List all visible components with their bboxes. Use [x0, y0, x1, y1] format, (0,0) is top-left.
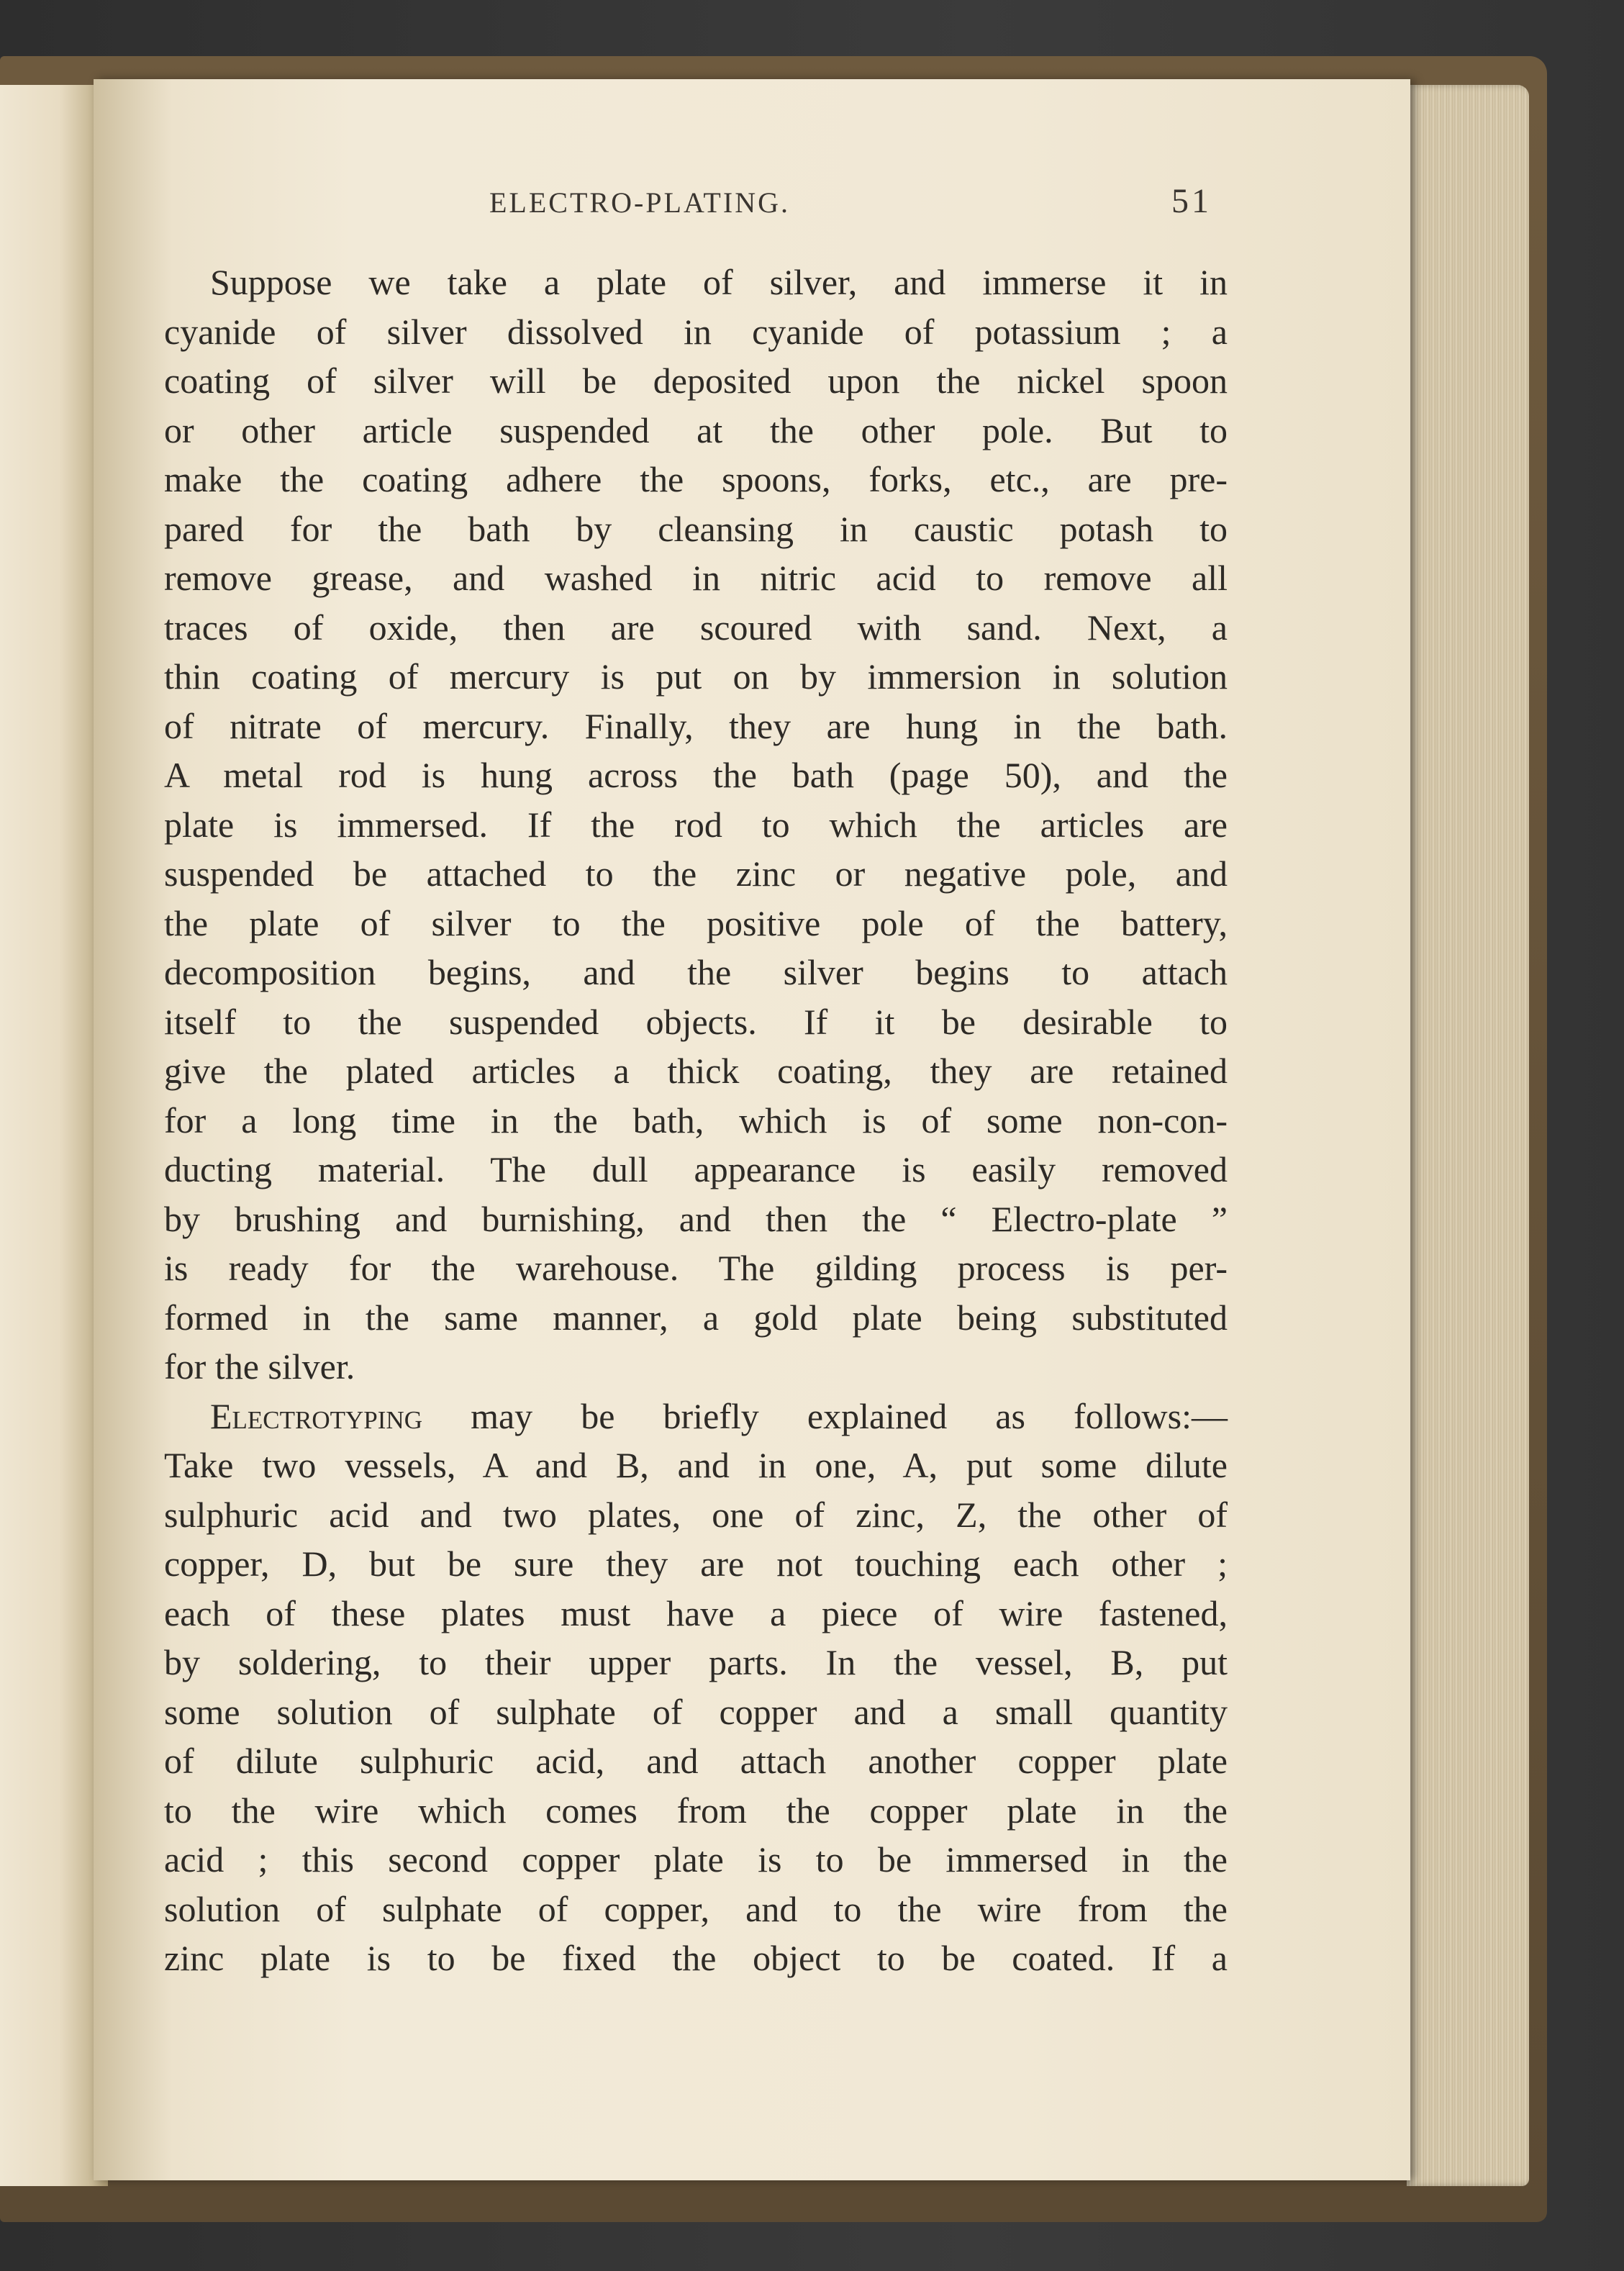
text-line: formed in the same manner, a gold plate being substituted [164, 1297, 1228, 1338]
paragraph [164, 258, 1228, 1392]
text-line: copper, D, but be sure they are not touching each other ; [164, 1544, 1228, 1584]
text-line: of dilute sulphuric acid, and attach another copper plate [164, 1741, 1228, 1781]
text-line: of nitrate of mercury. Finally, they are hung in the bath. [164, 705, 1228, 746]
text-line: A metal rod is hung across the bath (page 50), and the [164, 755, 1228, 795]
page-stack-edge [1407, 85, 1529, 2186]
text-line: traces of oxide, then are scoured with sand. Next, a [164, 607, 1228, 648]
text-line: plate is immersed. If the rod to which the articles are [164, 804, 1228, 845]
text-line: Take two vessels, A and B, and in one, A, put some dilute [164, 1445, 1228, 1485]
text-line: ducting material. The dull appearance is easily removed [164, 1149, 1228, 1189]
text-line: or other article suspended at the other pole. But to [164, 409, 1228, 450]
text-line: for the silver. [164, 1346, 355, 1387]
text-line: cyanide of silver dissolved in cyanide of potassium ; a [164, 311, 1228, 352]
text-line: acid ; this second copper plate is to be immersed in the [164, 1839, 1228, 1880]
text-line: solution of sulphate of copper, and to the wire from the [164, 1888, 1228, 1929]
text-line: Suppose we take a plate of silver, and immerse it in [210, 262, 1228, 302]
text-line: is ready for the warehouse. The gilding process is per- [164, 1248, 1228, 1288]
text-line: itself to the suspended objects. If it be desirable to [164, 1001, 1228, 1042]
text-line: decomposition begins, and the silver begins to attach [164, 952, 1228, 992]
text-line: zinc plate is to be fixed the object to be coated. If a [164, 1938, 1228, 1978]
running-title: ELECTRO-PLATING. [489, 186, 790, 219]
text-line: some solution of sulphate of copper and a small quantity [164, 1691, 1228, 1732]
text-line: by soldering, to their upper parts. In the vessel, B, put [164, 1642, 1228, 1682]
previous-page-edge [0, 85, 108, 2186]
paragraph [164, 1392, 1228, 1983]
text-line: by brushing and burnishing, and then the “ Electro-plate ” [164, 1198, 1228, 1239]
small-caps-lead: Electrotyping [210, 1395, 422, 1436]
text-line: sulphuric acid and two plates, one of zinc, Z, the other of [164, 1494, 1228, 1535]
running-head [0, 106, 1624, 220]
text-line: to the wire which comes from the copper plate in the [164, 1790, 1228, 1831]
body-text [164, 258, 1228, 1983]
text-line: the plate of silver to the positive pole of the battery, [164, 902, 1228, 943]
text-line-rest: may be briefly explained as follows:— [422, 1395, 1228, 1436]
text-line: thin coating of mercury is put on by immersion in solution [164, 656, 1228, 697]
text-line: each of these plates must have a piece of wire fastened, [164, 1592, 1228, 1633]
text-line: pared for the bath by cleansing in caustic potash to [164, 508, 1228, 549]
text-line: remove grease, and washed in nitric acid to remove all [164, 558, 1228, 598]
text-line: make the coating adhere the spoons, forks, etc., are pre- [164, 459, 1228, 499]
page-number: 51 [1171, 182, 1212, 220]
text-line: suspended be attached to the zinc or negative pole, and [164, 853, 1228, 894]
text-line: for a long time in the bath, which is of some non-con- [164, 1100, 1228, 1141]
text-line: give the plated articles a thick coating, they are retained [164, 1051, 1228, 1091]
text-line: coating of silver will be deposited upon the nickel spoon [164, 361, 1228, 401]
text-line [164, 1392, 1228, 1441]
